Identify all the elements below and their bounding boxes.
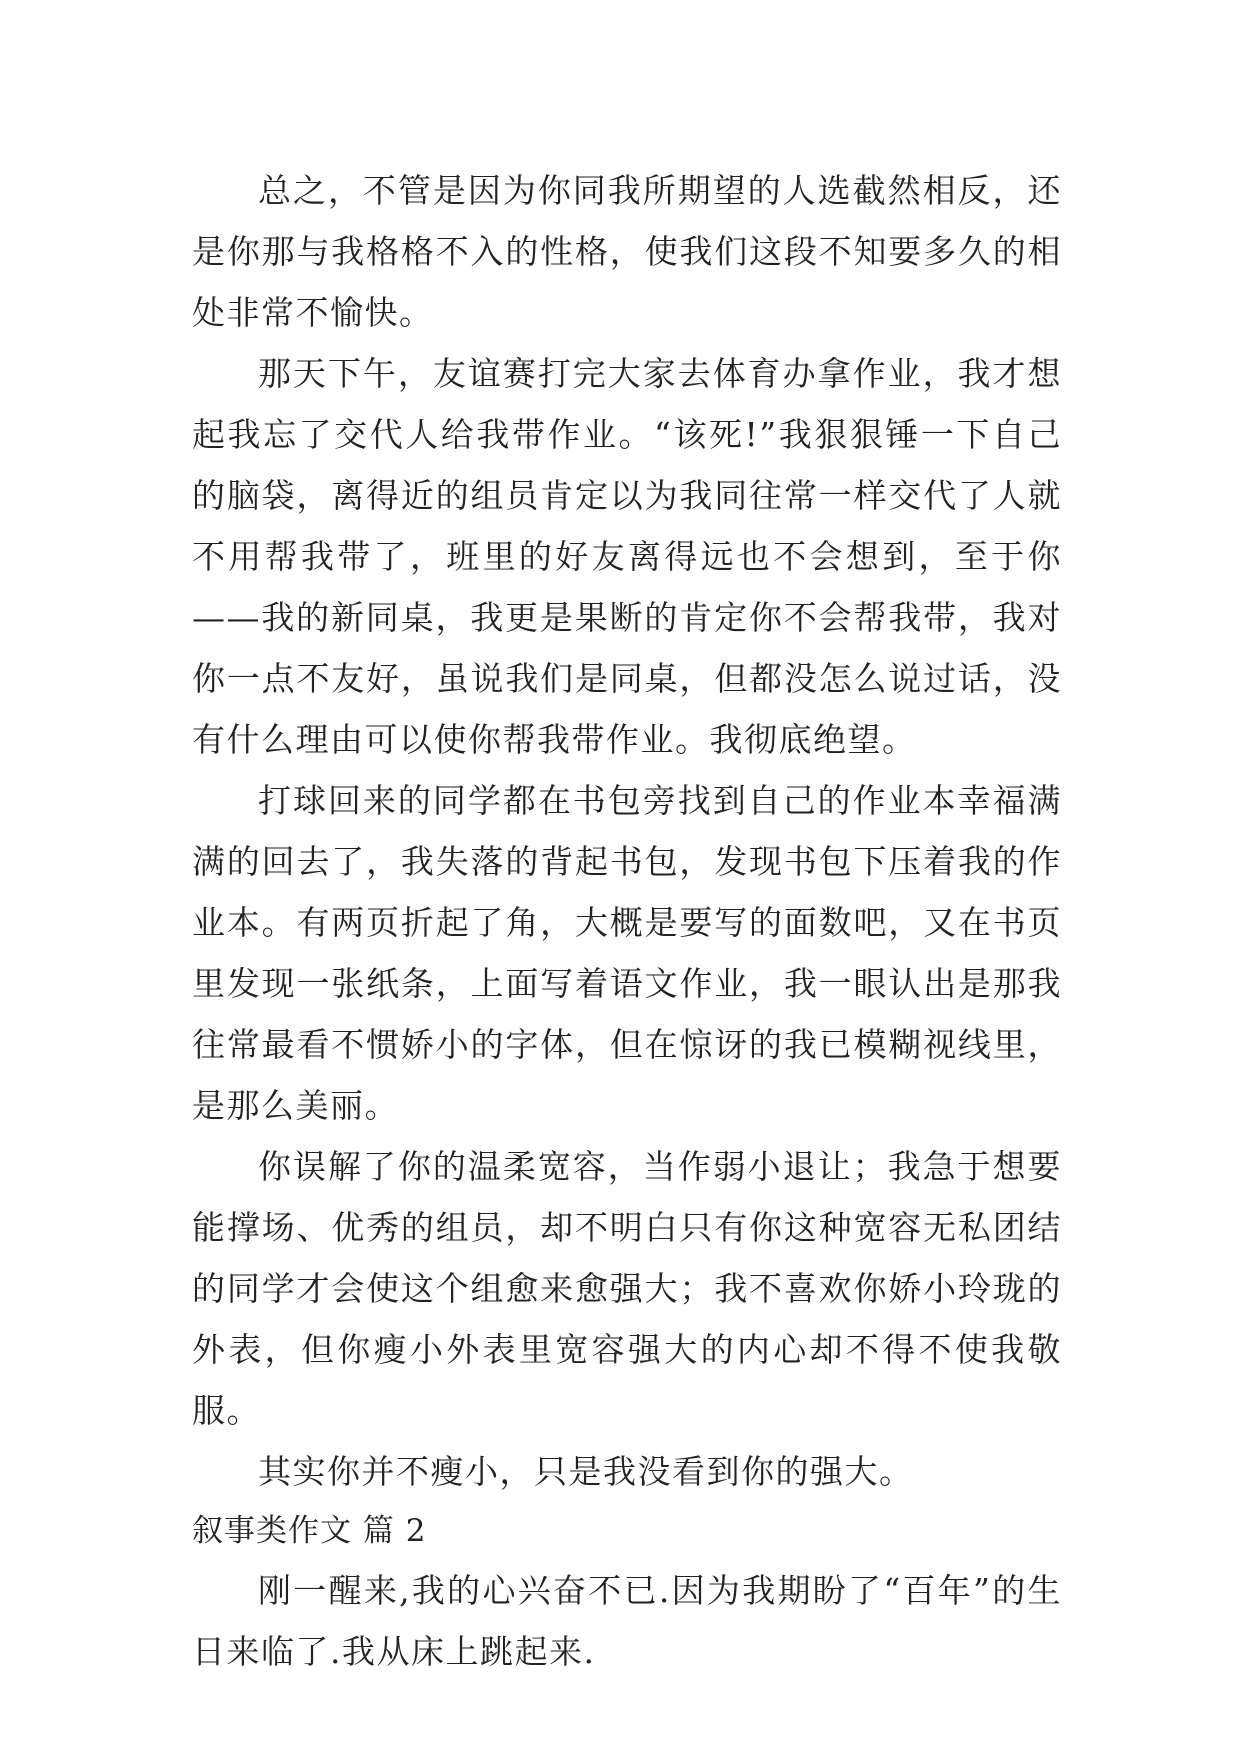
paragraph: 打球回来的同学都在书包旁找到自己的作业本幸福满满的回去了，我失落的背起书包，发现书包下压着我的作业本。有两页折起了角，大概是要写的面数吧，又在书页里发现一张纸条，上面写着语文作业，我一眼认出是那我往常最看不惯娇小的字体，但在惊讶的我已模糊视线里，是那么美丽。 [192,781,1062,1125]
paragraph: 那天下午，友谊赛打完大家去体育办拿作业，我才想起我忘了交代人给我带作业。“该死!”我狠狠锤一下自己的脑袋，离得近的组员肯定以为我同往常一样交代了人就不用帮我带了，班里的好友离得远也不会想到，至于你——我的新同桌，我更是果断的肯定你不会帮我带，我对你一点不友好，虽说我们是同桌，但都没怎么说过话，没有什么理由可以使你帮我带作业。我彻底绝望。 [192,354,1062,759]
paragraph: 刚一醒来,我的心兴奋不已.因为我期盼了“百年”的生日来临了.我从床上跳起来. [192,1571,1062,1671]
document-body [192,160,1062,1682]
paragraph: 总之，不管是因为你同我所期望的人选截然相反，还是你那与我格格不入的性格，使我们这段不知要多久的相处非常不愉快。 [192,171,1062,332]
section-title: 叙事类作文 篇 2 [192,1513,427,1549]
paragraph: 你误解了你的温柔宽容，当作弱小退让；我急于想要能撑场、优秀的组员，却不明白只有你这种宽容无私团结的同学才会使这个组愈来愈强大；我不喜欢你娇小玲珑的外表，但你瘦小外表里宽容强大的内心却不得不使我敬服。 [192,1147,1062,1430]
paragraph: 其实你并不瘦小，只是我没看到你的强大。 [258,1452,914,1491]
